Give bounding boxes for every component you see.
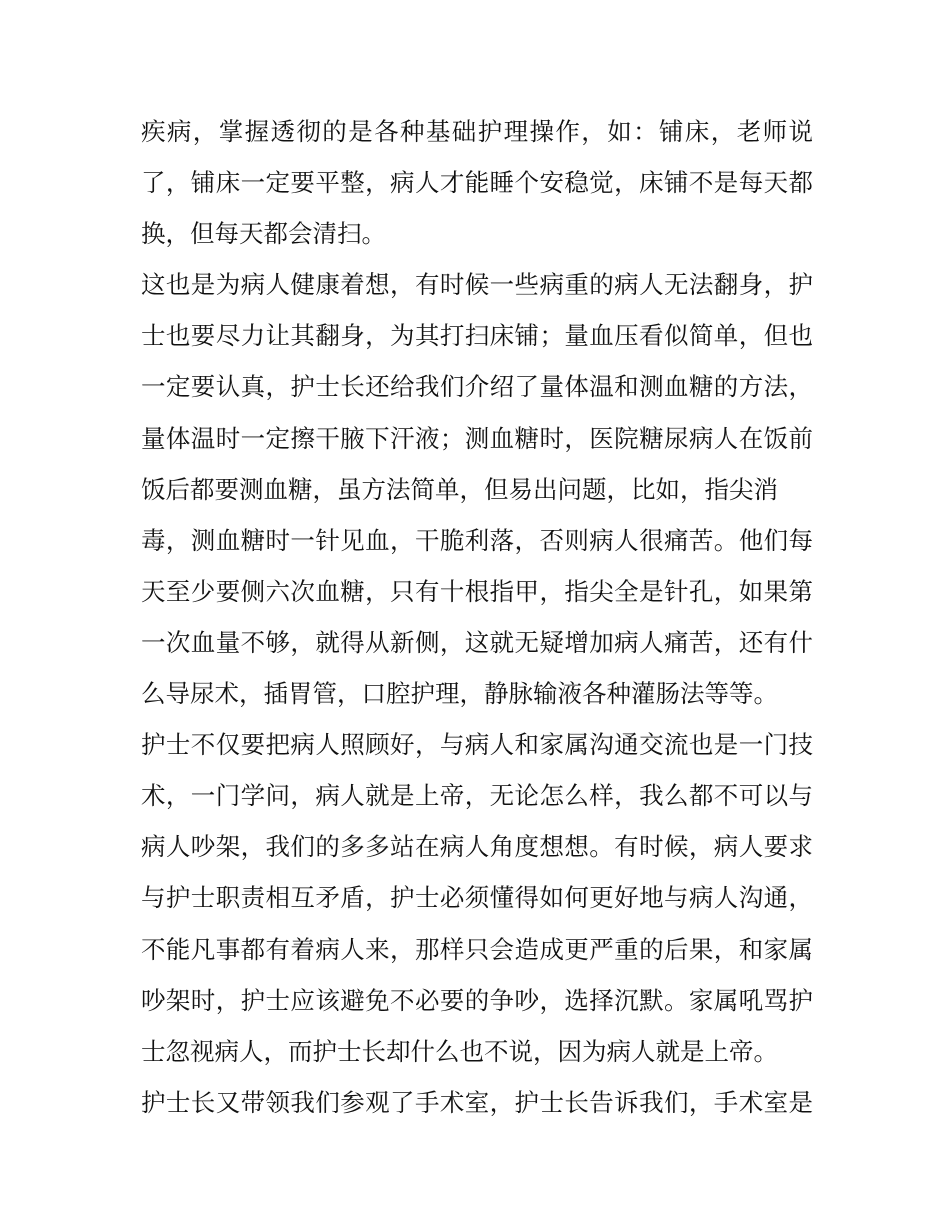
text-line: 天至少要侧六次血糖，只有十根指甲，指尖全是针孔，如果第: [141, 576, 813, 606]
text-line: 换，但每天都会清扫。: [141, 219, 386, 249]
text-line: 护士不仅要把病人照顾好，与病人和家属沟通交流也是一门技: [141, 730, 813, 760]
text-line: 不能凡事都有着病人来，那样只会造成更严重的后果，和家属: [141, 934, 813, 964]
text-line: 了，铺床一定要平整，病人才能睡个安稳觉，床铺不是每天都: [141, 168, 813, 198]
text-line: 士忽视病人，而护士长却什么也不说，因为病人就是上帝。: [141, 1036, 778, 1066]
text-line: 病人吵架，我们的多多站在病人角度想想。有时候，病人要求: [141, 832, 813, 862]
text-line: 士也要尽力让其翻身，为其打扫床铺；量血压看似简单，但也: [141, 321, 813, 351]
text-line: 护士长又带领我们参观了手术室，护士长告诉我们，手术室是: [141, 1087, 813, 1117]
text-line: 一定要认真，护士长还给我们介绍了量体温和测血糖的方法，: [141, 372, 813, 402]
text-line: 与护士职责相互矛盾，护士必须懂得如何更好地与病人沟通，: [141, 883, 813, 913]
text-line: 吵架时，护士应该避免不必要的争吵，选择沉默。家属吼骂护: [141, 985, 813, 1015]
text-line: 术，一门学问，病人就是上帝，无论怎么样，我么都不可以与: [141, 781, 813, 811]
text-line: 毒，测血糖时一针见血，干脆利落，否则病人很痛苦。他们每: [141, 525, 813, 555]
text-line: 这也是为病人健康着想，有时候一些病重的病人无法翻身，护: [141, 270, 813, 300]
body-text: [141, 106, 813, 1128]
text-line: 饭后都要测血糖，虽方法简单，但易出问题，比如，指尖消: [141, 474, 778, 504]
text-line: 一次血量不够，就得从新侧，这就无疑增加病人痛苦，还有什: [141, 627, 813, 657]
text-line: 量体温时一定擦干腋下汗液；测血糖时，医院糖尿病人在饭前: [141, 423, 813, 453]
text-line: 疾病，掌握透彻的是各种基础护理操作，如：铺床，老师说: [141, 117, 813, 146]
text-line: 么导尿术，插胃管，口腔护理，静脉输液各种灌肠法等等。: [141, 679, 778, 709]
